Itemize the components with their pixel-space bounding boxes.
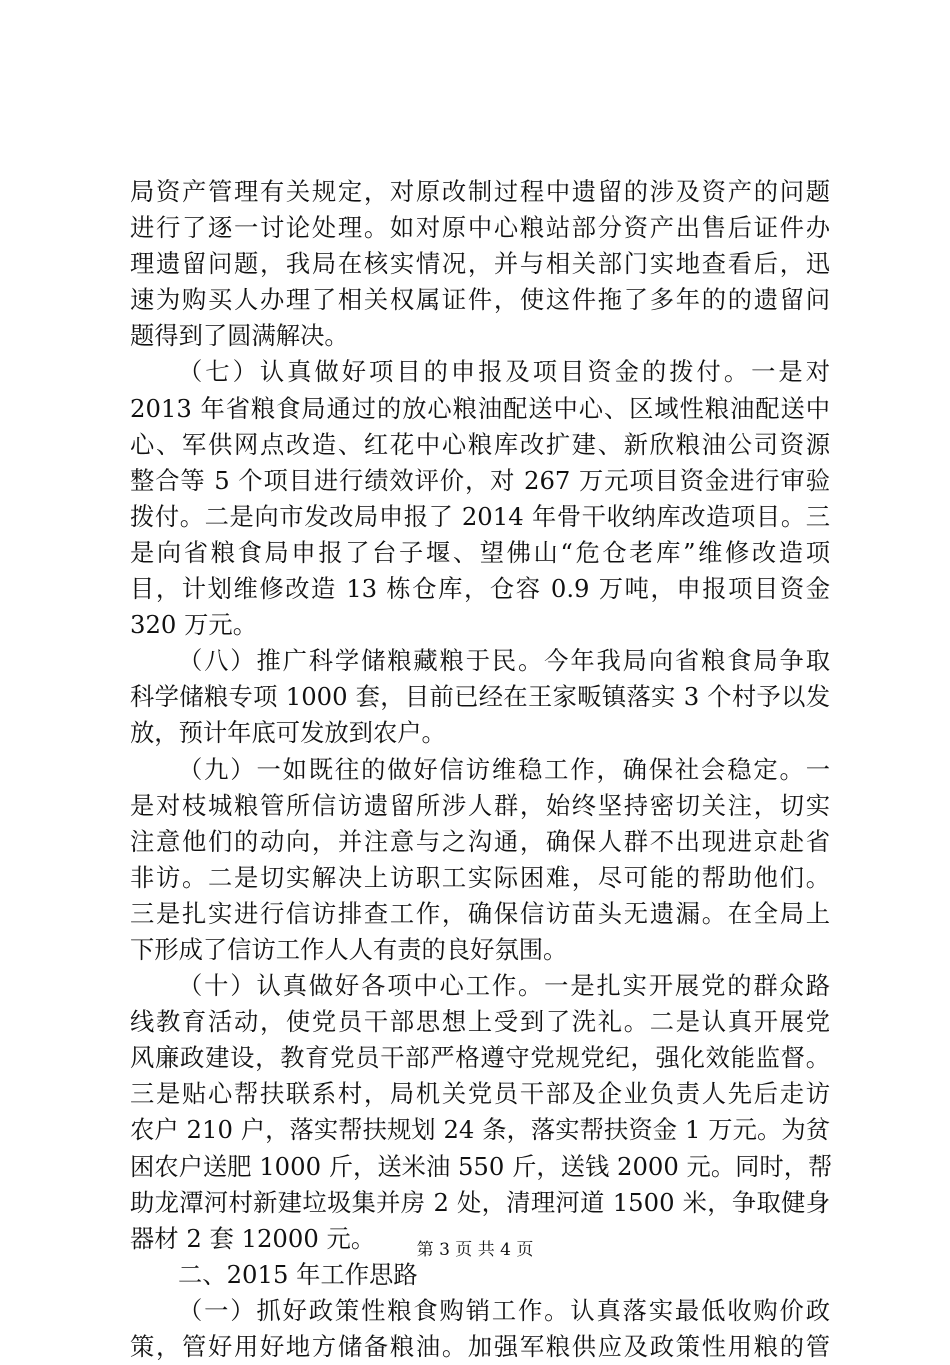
text-line: 困农户送肥 1000 斤，送米油 550 斤，送钱 2000 元。同时，帮 (130, 1151, 833, 1181)
text-line: 非访。二是切实解决上访职工实际困难，尽可能的帮助他们。 (130, 862, 830, 892)
text-line: （七）认真做好项目的申报及项目资金的拨付。一是对 (178, 357, 830, 387)
text-line: （八）推广科学储粮藏粮于民。今年我局向省粮食局争取 (178, 646, 830, 676)
text-line: 理遗留问题，我局在核实情况，并与相关部门实地查看后，迅 (130, 249, 830, 279)
text-line: 进行了逐一讨论处理。如对原中心粮站部分资产出售后证件办 (130, 213, 830, 243)
text-line: 科学储粮专项 1000 套，目前已经在王家畈镇落实 3 个村予以发 (130, 682, 830, 712)
text-line: 目，计划维修改造 13 栋仓库，仓容 0.9 万吨，申报项目资金 (130, 574, 830, 604)
text-line: 2013 年省粮食局通过的放心粮油配送中心、区域性粮油配送中 (130, 393, 830, 423)
text-line: （十）认真做好各项中心工作。一是扎实开展党的群众路 (178, 971, 830, 1001)
text-line: 整合等 5 个项目进行绩效评价，对 267 万元项目资金进行审验 (130, 465, 830, 495)
text-line: 二、2015 年工作思路 (178, 1259, 418, 1289)
text-line: 农户 210 户，落实帮扶规划 24 条，落实帮扶资金 1 万元。为贫 (130, 1115, 830, 1145)
text-line: 局资产管理有关规定，对原改制过程中遗留的涉及资产的问题 (130, 177, 830, 206)
text-line: 三是扎实进行信访排查工作，确保信访苗头无遗漏。在全局上 (130, 898, 830, 928)
text-line: 器材 2 套 12000 元。 (130, 1223, 376, 1253)
text-line: 心、军供网点改造、红花中心粮库改扩建、新欣粮油公司资源 (130, 429, 830, 459)
text-line: 放，预计年底可发放到农户。 (130, 718, 446, 748)
text-line: （九）一如既往的做好信访维稳工作，确保社会稳定。一 (178, 754, 830, 784)
text-line: 线教育活动，使党员干部思想上受到了洗礼。二是认真开展党 (130, 1007, 830, 1037)
text-line: （一）抓好政策性粮食购销工作。认真落实最低收购价政 (178, 1295, 830, 1325)
text-line: 三是贴心帮扶联系村，局机关党员干部及企业负责人先后走访 (130, 1079, 830, 1109)
text-line: 风廉政建设，教育党员干部严格遵守党规党纪，强化效能监督。 (130, 1043, 830, 1073)
text-line: 速为购买人办理了相关权属证件，使这件拖了多年的的遗留问 (130, 285, 830, 315)
text-line: 拨付。二是向市发改局申报了 2014 年骨干收纳库改造项目。三 (130, 501, 830, 531)
text-line: 是对枝城粮管所信访遗留所涉人群，始终坚持密切关注，切实 (130, 790, 830, 820)
page-footer: 第 3 页 共 4 页 (416, 1240, 534, 1260)
text-line: 注意他们的动向，并注意与之沟通，确保人群不出现进京赴省 (130, 826, 830, 856)
text-line: 320 万元。 (130, 610, 257, 640)
text-line: 助龙潭河村新建垃圾集并房 2 处，清理河道 1500 米，争取健身 (130, 1187, 830, 1217)
text-line: 下形成了信访工作人人有责的良好氛围。 (130, 934, 568, 964)
body-text (130, 174, 833, 1365)
text-line: 题得到了圆满解决。 (130, 321, 349, 351)
text-line: 策，管好用好地方储备粮油。加强军粮供应及政策性用粮的管 (130, 1332, 830, 1361)
text-line: 是向省粮食局申报了台子堰、望佛山“危仓老库”维修改造项 (130, 537, 830, 567)
